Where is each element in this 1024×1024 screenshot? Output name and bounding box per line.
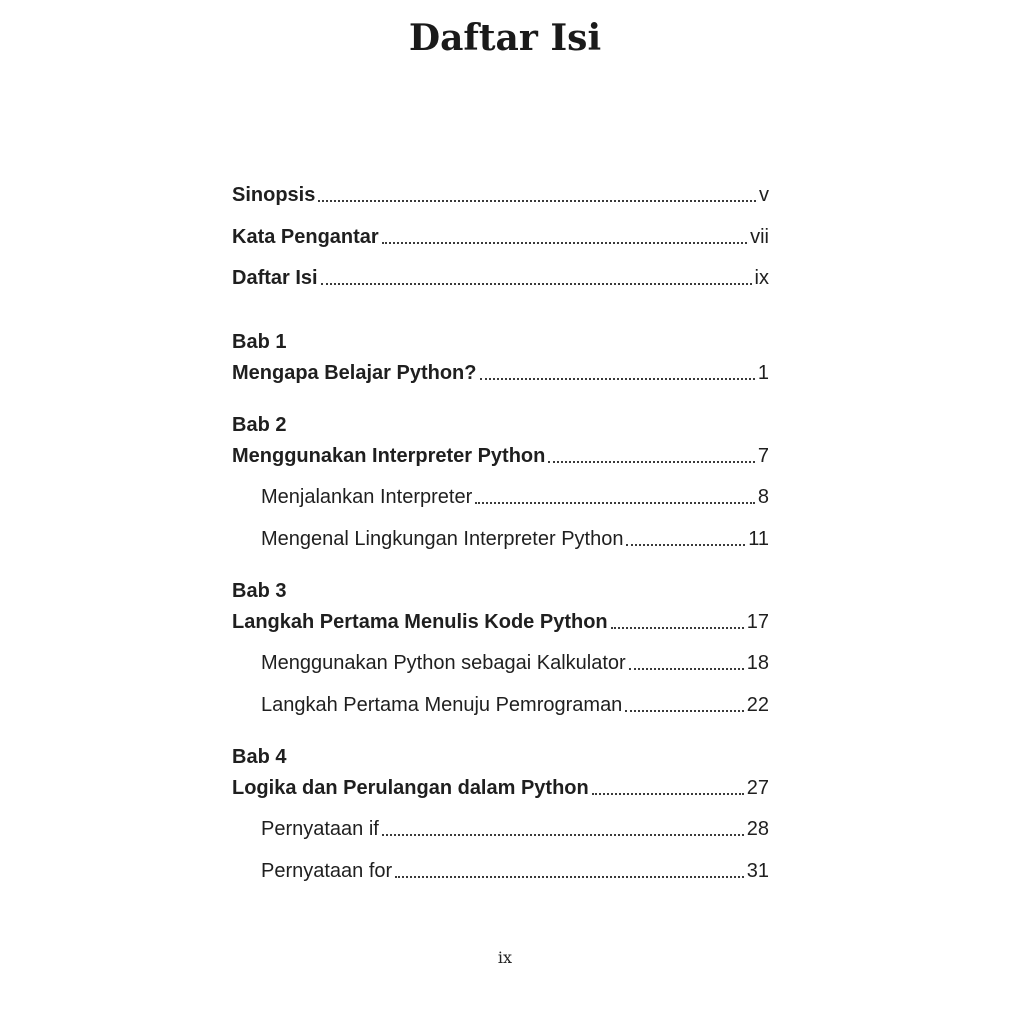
toc-page-number: 7	[757, 445, 769, 467]
toc-section-entry[interactable]	[261, 482, 769, 512]
toc-entry-label: Menjalankan Interpreter	[261, 486, 473, 508]
dot-leader	[395, 875, 744, 878]
toc-entry-label: Mengapa Belajar Python?	[232, 362, 477, 384]
toc-chapter-title[interactable]	[232, 358, 769, 388]
chapter-heading: Bab 3	[232, 580, 287, 602]
toc-page-number: 8	[757, 486, 769, 508]
toc-page-number: 17	[746, 611, 769, 633]
toc-entry-label: Pernyataan if	[261, 818, 379, 840]
toc-page-number: vii	[750, 226, 769, 248]
toc-entry-label: Menggunakan Interpreter Python	[232, 445, 546, 467]
chapter-heading: Bab 1	[232, 331, 287, 353]
toc-entry-label: Mengenal Lingkungan Interpreter Python	[261, 528, 624, 550]
toc-entry-label: Langkah Pertama Menuju Pemrograman	[261, 694, 623, 716]
toc-entry-label: Daftar Isi	[232, 267, 318, 289]
toc-page-number: 18	[746, 652, 769, 674]
dot-leader	[321, 282, 752, 285]
dot-leader	[382, 241, 747, 244]
toc-entry-label: Langkah Pertama Menulis Kode Python	[232, 611, 608, 633]
dot-leader	[382, 833, 744, 836]
toc-entry-daftar-isi[interactable]	[232, 263, 769, 293]
dot-leader	[629, 667, 744, 670]
toc-entry-sinopsis[interactable]	[232, 180, 769, 210]
toc-chapter-title[interactable]	[232, 773, 769, 803]
dot-leader	[480, 377, 755, 380]
toc-chapter-title[interactable]	[232, 607, 769, 637]
toc-page-number: v	[759, 184, 769, 206]
dot-leader	[475, 501, 755, 504]
toc-page-number: 28	[746, 818, 769, 840]
toc-chapter-title[interactable]	[232, 441, 769, 471]
toc-entry-label: Sinopsis	[232, 184, 316, 206]
toc-section-entry[interactable]	[261, 814, 769, 844]
toc-entry-label: Pernyataan for	[261, 860, 393, 882]
toc-section-entry[interactable]	[261, 690, 769, 720]
chapter-heading: Bab 2	[232, 414, 287, 436]
toc-entry-kata-pengantar[interactable]	[232, 222, 769, 252]
dot-leader	[625, 709, 743, 712]
toc-page-number: 31	[746, 860, 769, 882]
toc-page-number: 1	[757, 362, 769, 384]
page-title: Daftar Isi	[408, 17, 602, 59]
toc-section-entry[interactable]	[261, 524, 769, 554]
chapter-heading: Bab 4	[232, 746, 287, 768]
toc-entry-label: Kata Pengantar	[232, 226, 379, 248]
dot-leader	[592, 792, 744, 795]
page-number-footer: ix	[497, 948, 513, 967]
toc-entry-label: Logika dan Perulangan dalam Python	[232, 777, 589, 799]
toc-page-number: 22	[746, 694, 769, 716]
dot-leader	[318, 199, 756, 202]
dot-leader	[548, 460, 755, 463]
toc-page-number: 11	[748, 528, 769, 550]
toc-entry-label: Menggunakan Python sebagai Kalkulator	[261, 652, 626, 674]
toc-section-entry[interactable]	[261, 856, 769, 886]
dot-leader	[611, 626, 744, 629]
toc-page-number: ix	[754, 267, 769, 289]
toc-page-number: 27	[746, 777, 769, 799]
toc-section-entry[interactable]	[261, 648, 769, 678]
dot-leader	[626, 543, 745, 546]
